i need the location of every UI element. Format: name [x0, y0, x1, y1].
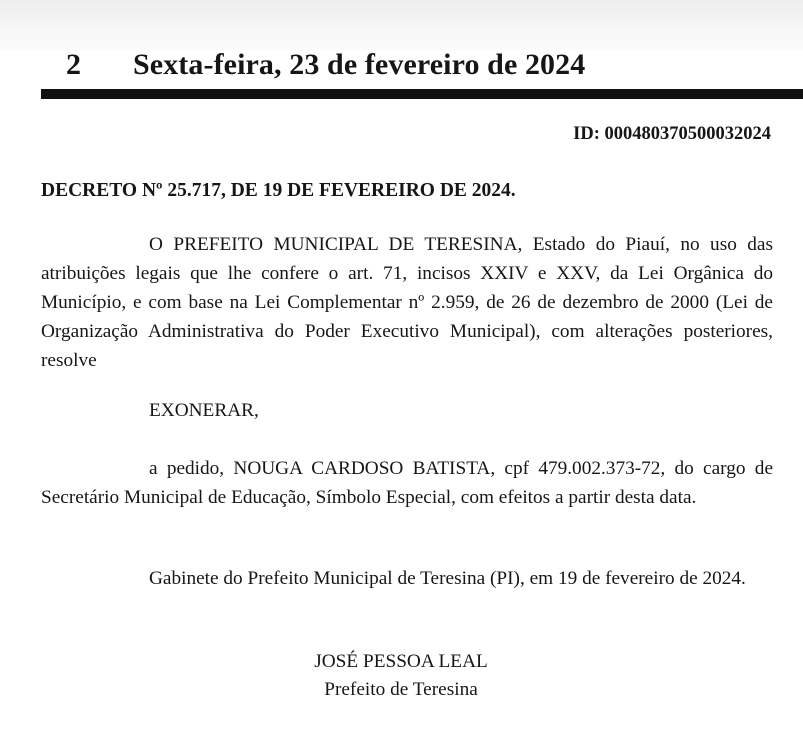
decree-action: EXONERAR,: [149, 400, 259, 421]
issue-date: Sexta-feira, 23 de fevereiro de 2024: [133, 48, 586, 81]
decree-subject: a pedido, NOUGA CARDOSO BATISTA, cpf 479.002.373-72, do cargo de Secretário Municipal de Educação, Símbolo Especial, com efeitos a partir desta data.: [41, 458, 773, 508]
signatory-name: JOSÉ PESSOA LEAL: [314, 651, 488, 672]
page-number: 2: [66, 48, 81, 81]
signatory-role: Prefeito de Teresina: [324, 679, 478, 700]
decree-closing: Gabinete do Prefeito Municipal de Teresina (PI), em 19 de fevereiro de 2024.: [149, 568, 746, 589]
document-id: ID: 000480370500032024: [573, 124, 771, 144]
decree-preamble: O PREFEITO MUNICIPAL DE TERESINA, Estado do Piauí, no uso das atribuições legais que lhe confere o art. 71, incisos XXIV e XXV, da Lei Orgânica do Município, e com base na Lei Complementar nº 2.959, de 26 de dezembro de 2000 (Lei de Organização Administrativa do Poder Executivo Municipal), com alterações posteriores, resolve: [41, 234, 773, 371]
decree-title: DECRETO Nº 25.717, DE 19 DE FEVEREIRO DE 2024.: [41, 180, 516, 201]
header-rule: [41, 89, 803, 99]
page-header: [0, 0, 803, 100]
